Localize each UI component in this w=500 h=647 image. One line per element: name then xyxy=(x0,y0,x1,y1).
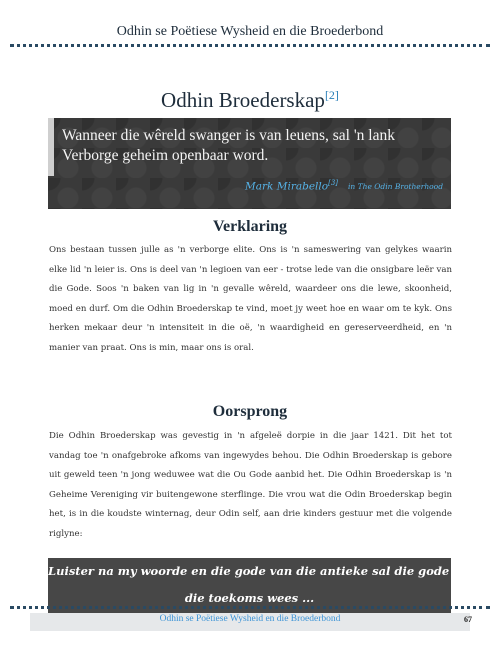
section-title-oorsprong: Oorsprong xyxy=(212,403,288,420)
closing-quote-line-2: die toekoms wees ... xyxy=(184,591,315,605)
footer-title: Odhin se Poëtiese Wysheid en die Broederbond xyxy=(159,614,341,624)
page-header xyxy=(0,0,500,50)
chapter-footnote-ref[interactable]: [2] xyxy=(324,88,339,102)
closing-quote-line-1: Luister na my woorde en die gode van die antieke sal die gode van xyxy=(48,564,476,578)
header-divider xyxy=(10,44,490,47)
chapter-title xyxy=(0,88,500,113)
epigraph-box xyxy=(48,118,451,209)
epigraph-text: Wanneer die wêreld swanger is van leuens, sal 'n lank Verborge geheim openbaar word. xyxy=(62,127,395,164)
epigraph-footnote-ref[interactable]: [3] xyxy=(328,179,339,187)
section-body-oorsprong: Die Odhin Broederskap was gevestig in 'n afgeleë dorpie in die jaar 1421. Dit het tot vandag toe 'n onafgebroke afkoms van ingewydes behou. Die Odhin Broederskap is gebore uit geweld teen 'n jong weduwee wat die Ou Gode aanbid het. Die Odhin Broederskap is 'n Geheime Vereniging vir buitengewone sterflinge. Die vrou wat die Odin Broederskap begin het, is in die koudste winternag, deur Odin self, aan drie kinders gestuur met die volgende riglyne: xyxy=(49,431,452,539)
epigraph-accent-bar xyxy=(48,118,54,176)
footer-divider xyxy=(10,606,490,609)
chapter-title-text: Odhin Broederskap xyxy=(161,88,325,112)
section-title-verklaring: Verklaring xyxy=(212,218,288,235)
epigraph-author: Mark Mirabello xyxy=(245,180,329,193)
epigraph-attribution xyxy=(245,179,443,192)
section-body-verklaring: Ons bestaan tussen julle as 'n verborge elite. Ons is 'n sameswering van gelykes waarin elke lid 'n leier is. Ons is deel van 'n legioen van eer - trotse lede van die onsigbare leër van die Gode. Soos 'n baken van lig in 'n gevalle wêreld, waardeer ons die lewe, skoonheid, moed en durf. Om die Odhin Broederskap te vind, moet jy weet hoe en waar om te kyk. Ons herken mekaar deur 'n intensiteit in die oë, 'n waardigheid en gereserveerdheid, en 'n manier van praat. Ons is min, maar ons is oral. xyxy=(49,245,452,353)
header-title: Odhin se Poëtiese Wysheid en die Broederbond xyxy=(116,24,384,39)
epigraph-source: in The Odin Brotherhood xyxy=(348,182,443,192)
page-number: 67 xyxy=(464,615,472,624)
